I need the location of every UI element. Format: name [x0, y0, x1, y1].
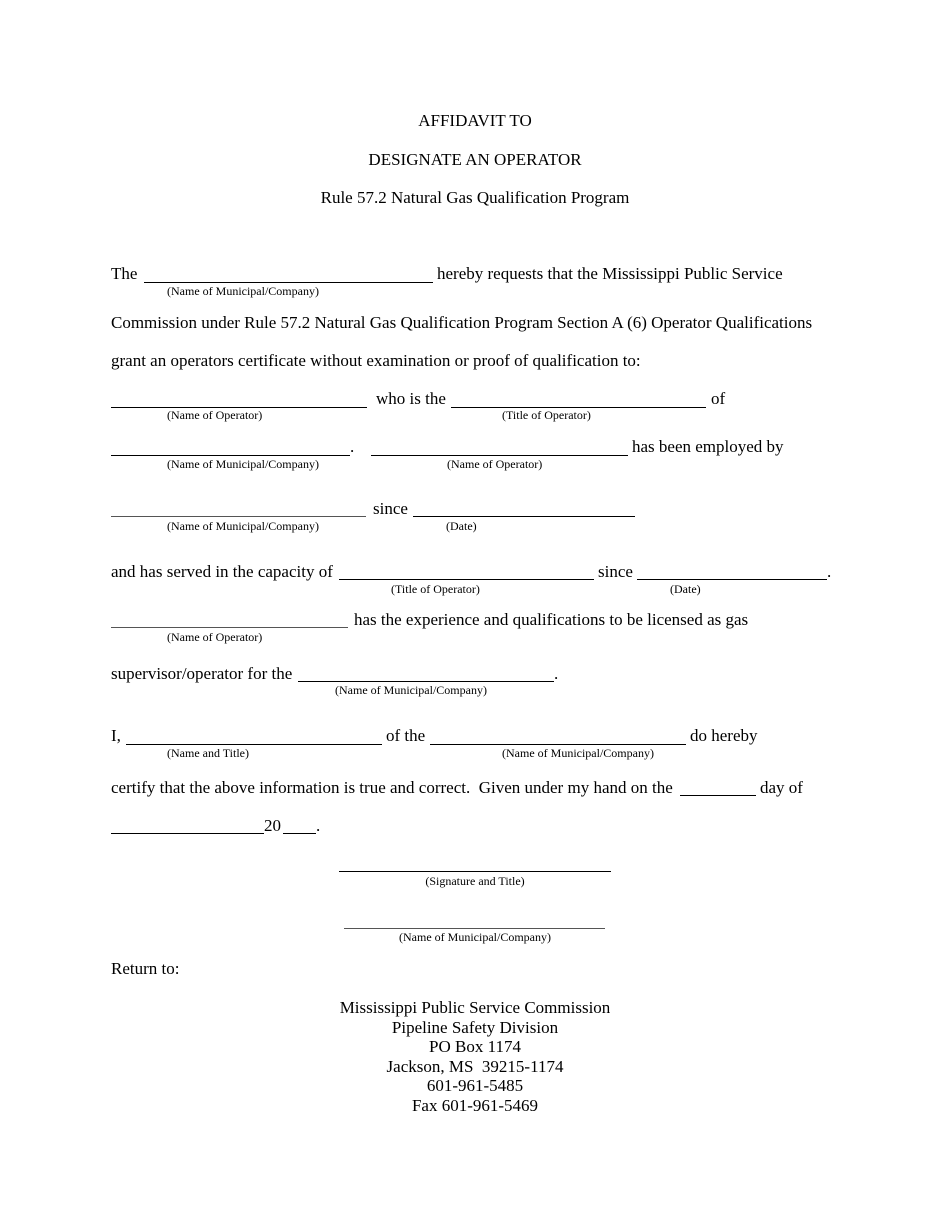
address-line-5: 601-961-5485	[426, 1076, 524, 1095]
text-since-1: since	[373, 499, 408, 518]
label-name-title: (Name and Title)	[167, 746, 249, 760]
address-line-3: PO Box 1174	[429, 1037, 521, 1056]
label-operator-2: (Name of Operator)	[447, 457, 543, 471]
text-period-2: .	[827, 562, 832, 581]
text-of-the: of the	[386, 726, 426, 745]
blank-year[interactable]	[283, 833, 316, 834]
text-since-2: since	[598, 562, 633, 581]
text-period-1: .	[350, 437, 355, 456]
blank-operator-3[interactable]	[111, 627, 348, 628]
text-requests: hereby requests that the Mississippi Public Service	[437, 264, 783, 283]
address-line-2: Pipeline Safety Division	[391, 1018, 559, 1037]
text-experience: has the experience and qualifications to be licensed as gas	[354, 610, 749, 629]
label-company-5: (Name of Municipal/Company)	[502, 746, 654, 760]
text-day-of: day of	[760, 778, 803, 797]
blank-company-4[interactable]	[298, 681, 554, 682]
blank-operator-2[interactable]	[371, 455, 628, 456]
text-commission: Commission under Rule 57.2 Natural Gas Qualification Program Section A (6) Operator Qualifications	[111, 313, 813, 332]
address-line-1: Mississippi Public Service Commission	[339, 998, 611, 1017]
text-do-hereby: do hereby	[690, 726, 758, 745]
label-title-2: (Title of Operator)	[391, 582, 480, 596]
title-line-2: DESIGNATE AN OPERATOR	[368, 150, 582, 169]
blank-day[interactable]	[680, 795, 756, 796]
text-employed-by: has been employed by	[632, 437, 784, 456]
text-grant: grant an operators certificate without examination or proof of qualification to:	[111, 351, 641, 370]
text-of: of	[711, 389, 726, 408]
blank-company-name[interactable]	[144, 282, 433, 283]
text-certify: certify that the above information is true and correct. Given under my hand on the	[111, 778, 673, 797]
blank-month[interactable]	[111, 833, 264, 834]
label-company-4: (Name of Municipal/Company)	[335, 683, 487, 697]
blank-title-2[interactable]	[339, 579, 594, 580]
label-company-2: (Name of Municipal/Company)	[167, 457, 319, 471]
text-capacity: and has served in the capacity of	[111, 562, 333, 581]
text-period-4: .	[316, 816, 321, 835]
blank-company-3[interactable]	[111, 516, 366, 517]
text-period-3: .	[554, 664, 559, 683]
label-company-3: (Name of Municipal/Company)	[167, 519, 319, 533]
label-signature: (Signature and Title)	[425, 874, 525, 888]
title-line-1: AFFIDAVIT TO	[418, 111, 532, 130]
label-company-1: (Name of Municipal/Company)	[167, 284, 319, 298]
address-line-4: Jackson, MS 39215-1174	[386, 1057, 564, 1076]
text-who-is-the: who is the	[376, 389, 446, 408]
blank-company-2[interactable]	[111, 455, 350, 456]
blank-company-6[interactable]	[344, 928, 605, 929]
title-line-3: Rule 57.2 Natural Gas Qualification Program	[320, 188, 630, 207]
blank-signature[interactable]	[339, 871, 611, 872]
text-supervisor: supervisor/operator for the	[111, 664, 293, 683]
blank-company-5[interactable]	[430, 744, 686, 745]
text-i: I,	[111, 726, 121, 745]
address-line-6: Fax 601-961-5469	[411, 1096, 539, 1115]
label-date-2: (Date)	[670, 582, 701, 596]
label-date-1: (Date)	[446, 519, 477, 533]
blank-date-1[interactable]	[413, 516, 635, 517]
text-return-to: Return to:	[111, 959, 180, 978]
text-the: The	[111, 264, 138, 283]
blank-date-2[interactable]	[637, 579, 827, 580]
label-operator-1: (Name of Operator)	[167, 408, 263, 422]
label-title-1: (Title of Operator)	[502, 408, 591, 422]
label-operator-3: (Name of Operator)	[167, 630, 263, 644]
blank-name-title[interactable]	[126, 744, 382, 745]
text-20: 20	[264, 816, 281, 835]
label-company-6: (Name of Municipal/Company)	[399, 930, 551, 944]
